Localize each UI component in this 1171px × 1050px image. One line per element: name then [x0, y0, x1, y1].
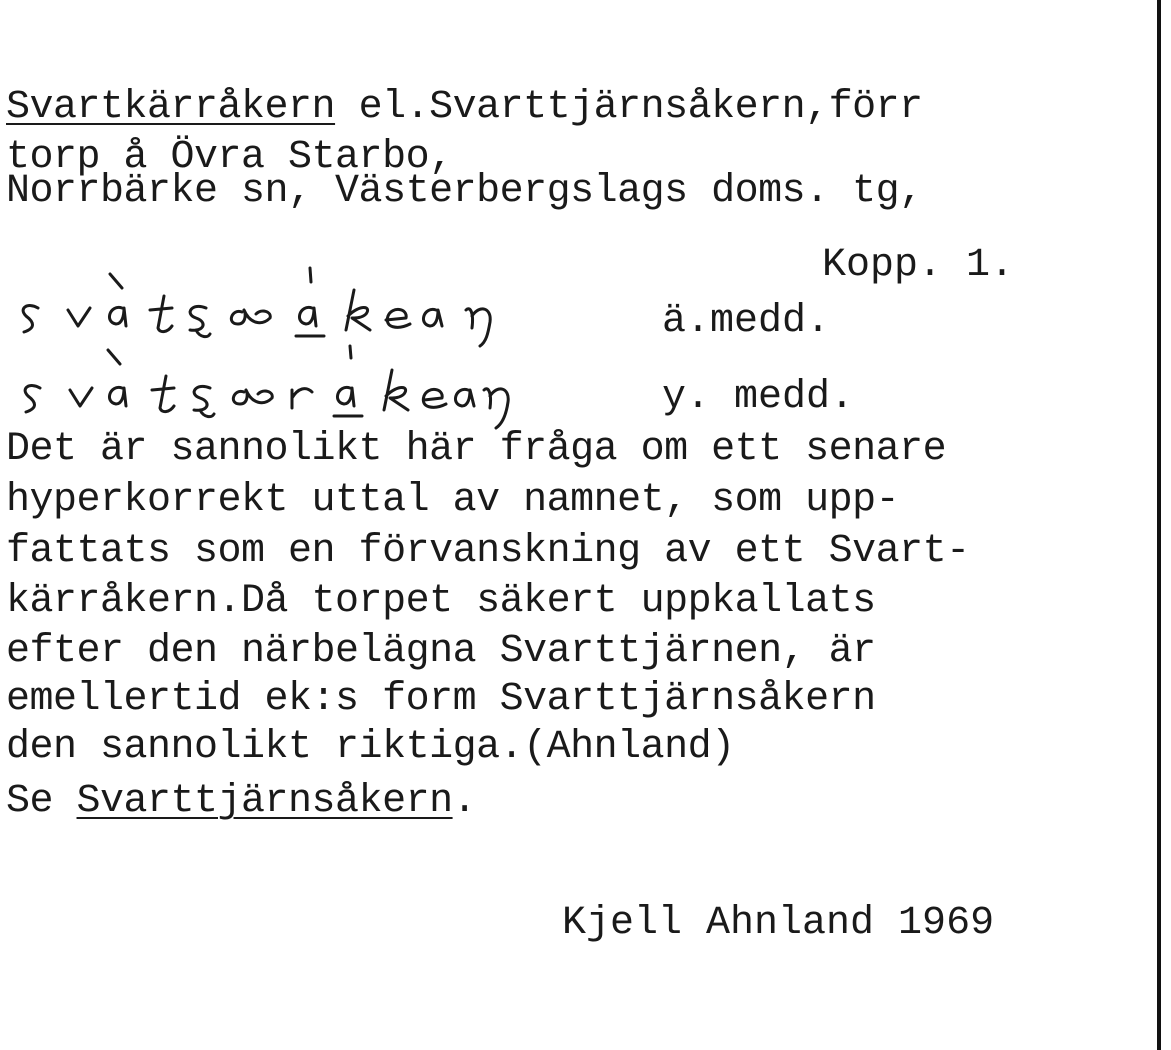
handwriting-drawing: [10, 346, 510, 412]
body-line-3: fattats som en förvanskning av ett Svart-: [6, 529, 970, 574]
source-reference: Kopp. 1.: [822, 243, 1015, 288]
body-line-2: hyperkorrekt uttal av namnet, som upp-: [6, 478, 900, 523]
see-also-prefix: Se: [6, 779, 77, 824]
see-also-suffix: .: [452, 779, 477, 824]
signature: Kjell Ahnland 1969: [562, 901, 995, 946]
pronunciation-note-old: ä.medd.: [662, 299, 831, 344]
body-line-5: efter den närbelägna Svarttjärnen, är: [6, 629, 876, 674]
location-line-1: torp å Övra Starbo,: [6, 135, 453, 180]
see-also-reference: Svarttjärnsåkern: [76, 779, 453, 824]
location-line-2: Norrbärke sn, Västerbergslags doms. tg,: [6, 169, 923, 214]
body-line-7: den sannolikt riktiga.(Ahnland): [6, 725, 735, 770]
card-edge-line: [1157, 0, 1161, 1050]
see-also-line: [6, 780, 476, 824]
place-name-title: Svartkärråkern: [6, 85, 336, 130]
handwriting-drawing: [10, 268, 510, 334]
body-line-4: kärråkern.Då torpet säkert uppkallats: [6, 579, 876, 624]
phonetic-transcription-old: [10, 268, 510, 334]
heading-line: [6, 86, 923, 130]
heading-alternate-name: el.Svarttjärnsåkern,förr: [335, 85, 923, 130]
body-line-6: emellertid ek:s form Svarttjärnsåkern: [6, 677, 876, 722]
pronunciation-note-young: y. medd.: [662, 375, 855, 420]
phonetic-transcription-young: [10, 346, 510, 412]
body-line-1: Det är sannolikt här fråga om ett senare: [6, 427, 947, 472]
